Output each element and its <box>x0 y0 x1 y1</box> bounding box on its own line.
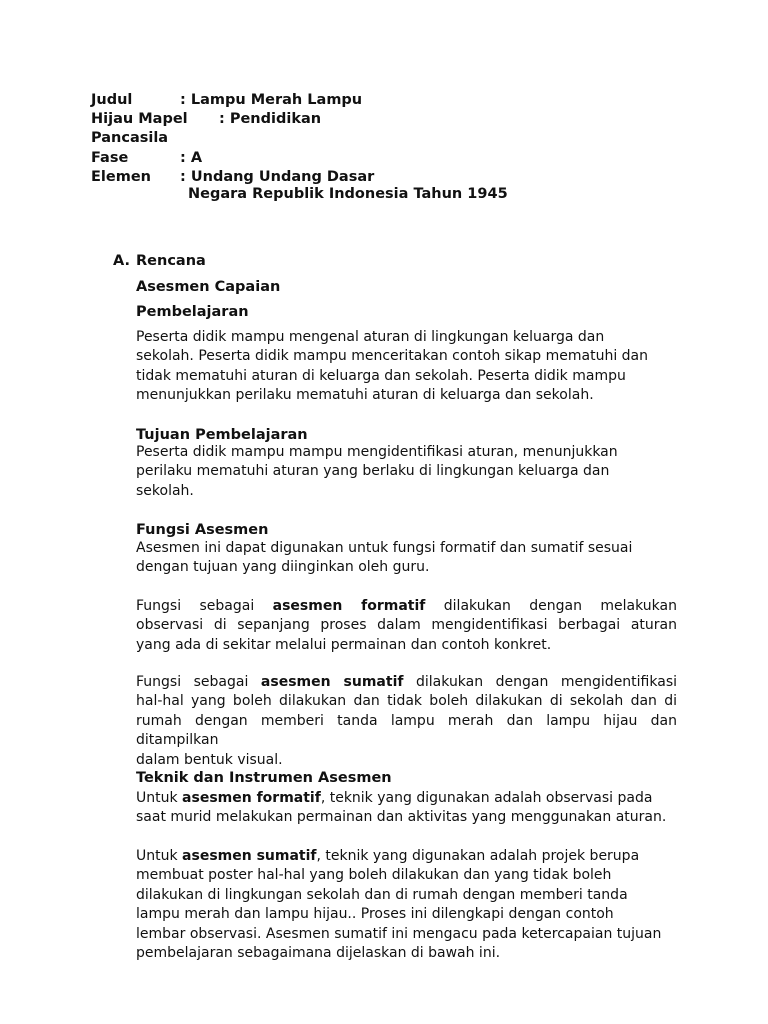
fase-label: Fase <box>91 150 129 166</box>
emphasis-text: asesmen formatif <box>182 790 321 806</box>
subheading-pembelajaran: Pembelajaran <box>136 304 249 320</box>
text-line: menunjukkan perilaku mematuhi aturan di keluarga dan sekolah. <box>136 387 594 404</box>
mapel-value: : Pendidikan <box>219 111 322 127</box>
elemen-label: Elemen <box>91 169 151 185</box>
subheading-asesmen-capaian: Asesmen Capaian <box>136 279 281 295</box>
text-line: yang ada di sekitar melalui permainan dan contoh konkret. <box>136 636 552 653</box>
text-line <box>136 597 677 616</box>
formatif-paragraph <box>136 597 677 655</box>
text-run: dilakukan dengan mengidentifikasi <box>416 674 678 690</box>
text-line: tidak mematuhi aturan di keluarga dan sekolah. Peserta didik mampu <box>136 367 626 384</box>
heading-tujuan: Tujuan Pembelajaran <box>136 427 308 443</box>
section-marker: A. <box>113 253 130 269</box>
elemen-value-cont: Negara Republik Indonesia Tahun 1945 <box>188 186 508 202</box>
text-line: dengan tujuan yang diinginkan oleh guru. <box>136 559 430 576</box>
text-line: Peserta didik mampu mampu mengidentifikasi aturan, menunjukkan <box>136 444 618 460</box>
text-line: hal-hal yang boleh dilakukan dan tidak boleh dilakukan di sekolah dan di <box>136 693 677 710</box>
text-line <box>136 789 677 808</box>
teknik-sumatif-paragraph <box>136 847 677 963</box>
text-run: Fungsi sebagai <box>136 598 255 614</box>
sumatif-paragraph <box>136 673 677 770</box>
judul-label: Judul <box>91 92 133 108</box>
judul-value: : Lampu Merah Lampu <box>180 92 363 108</box>
text-line: dalam bentuk visual. <box>136 751 283 768</box>
text-run: , teknik yang digunakan adalah observasi pada <box>320 790 653 806</box>
emphasis-text: asesmen sumatif <box>182 848 317 864</box>
text-run: Untuk <box>136 790 178 806</box>
fungsi-paragraph <box>136 539 677 578</box>
emphasis-text: asesmen sumatif <box>260 674 404 690</box>
mapel-value-cont: Pancasila <box>91 130 169 146</box>
text-line: perilaku mematuhi aturan yang berlaku di lingkungan keluarga dan <box>136 463 610 480</box>
text-line: lembar observasi. Asesmen sumatif ini mengacu pada ketercapaian tujuan <box>136 925 662 942</box>
text-line: Peserta didik mampu mengenal aturan di lingkungan keluarga dan <box>136 329 605 345</box>
section-title: Rencana <box>136 253 206 269</box>
text-line: Asesmen ini dapat digunakan untuk fungsi formatif dan sumatif sesuai <box>136 540 633 556</box>
heading-fungsi-asesmen: Fungsi Asesmen <box>136 522 269 538</box>
text-line: rumah dengan memberi tanda lampu merah dan lampu hijau dan ditampilkan <box>136 712 677 749</box>
text-run: , teknik yang digunakan adalah projek berupa <box>316 848 640 864</box>
text-line: sekolah. Peserta didik mampu menceritakan contoh sikap mematuhi dan <box>136 348 649 365</box>
capaian-paragraph <box>136 328 677 406</box>
tujuan-paragraph <box>136 443 677 501</box>
text-line: sekolah. <box>136 482 194 499</box>
text-line <box>136 673 677 692</box>
text-line: lampu merah dan lampu hijau.. Proses ini dilengkapi dengan contoh <box>136 906 614 923</box>
teknik-formatif-paragraph <box>136 789 677 828</box>
text-run: Fungsi sebagai <box>136 674 249 690</box>
text-line: pembelajaran sebagaimana dijelaskan di bawah ini. <box>136 945 501 962</box>
text-run: dilakukan dengan melakukan <box>443 598 677 614</box>
emphasis-text: asesmen formatif <box>272 598 426 614</box>
mapel-label: Hijau Mapel <box>91 111 188 127</box>
text-line: dilakukan di lingkungan sekolah dan di rumah dengan memberi tanda <box>136 886 628 903</box>
text-line: observasi di sepanjang proses dalam mengidentifikasi berbagai aturan <box>136 617 677 634</box>
text-line: saat murid melakukan permainan dan aktivitas yang menggunakan aturan. <box>136 809 667 826</box>
text-line <box>136 847 677 866</box>
heading-teknik-instrumen: Teknik dan Instrumen Asesmen <box>136 770 392 786</box>
text-line: membuat poster hal-hal yang boleh dilakukan dan yang tidak boleh <box>136 867 612 884</box>
elemen-value: : Undang Undang Dasar <box>180 169 375 185</box>
text-run: Untuk <box>136 848 178 864</box>
fase-value: : A <box>180 150 203 166</box>
